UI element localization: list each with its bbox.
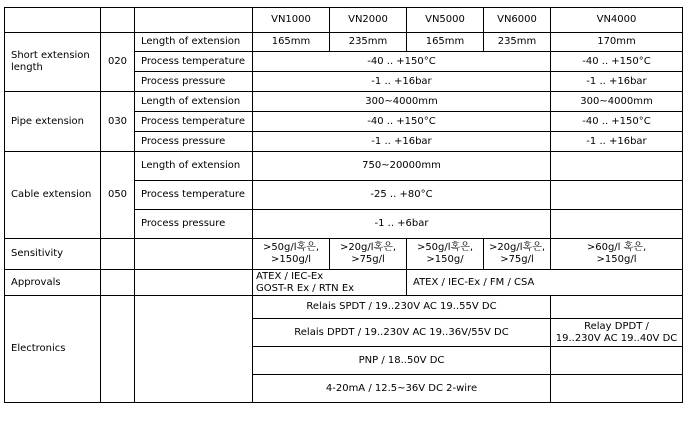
short-length-vn6000: 235mm bbox=[484, 33, 551, 52]
current-loop-vn4000-empty bbox=[551, 375, 683, 403]
electronics-code-empty bbox=[101, 296, 135, 403]
cable-length-vn4000-empty bbox=[551, 152, 683, 181]
approvals-vn1000-vn2000 bbox=[253, 270, 407, 296]
relais-dpdt-value: Relais DPDT / 19..230V AC 19..36V/55V DC bbox=[253, 319, 551, 347]
sensitivity-code-empty bbox=[101, 239, 135, 270]
sensitivity-vn1000 bbox=[253, 239, 330, 270]
cable-pressure-value: -1 .. +6bar bbox=[253, 210, 551, 239]
sensitivity-label: Sensitivity bbox=[5, 239, 101, 270]
pipe-extension-code: 030 bbox=[101, 92, 135, 152]
sensitivity-vn5000-line2: >150g/ bbox=[426, 254, 464, 265]
model-header-vn4000: VN4000 bbox=[551, 8, 683, 33]
short-length-row bbox=[5, 33, 683, 52]
approvals-param-empty bbox=[135, 270, 253, 296]
header-blank-cell bbox=[101, 8, 135, 33]
pnp-vn4000-empty bbox=[551, 347, 683, 375]
relay-dpdt-vn4000-line2: 19..230V AC 19..40V DC bbox=[555, 332, 678, 344]
pipe-length-vn4000: 300~4000mm bbox=[551, 92, 683, 112]
sensitivity-vn1000-line2: >150g/l bbox=[271, 254, 311, 265]
pipe-temp-value: -40 .. +150°C bbox=[253, 112, 551, 132]
electronics-spdt-row bbox=[5, 296, 683, 319]
cable-pressure-vn4000-empty bbox=[551, 210, 683, 239]
electronics-label: Electronics bbox=[5, 296, 101, 403]
header-blank-cell bbox=[135, 8, 253, 33]
sensitivity-vn6000-line2: >75g/l bbox=[500, 254, 534, 265]
temp-label: Process temperature bbox=[135, 52, 253, 72]
current-loop-value: 4-20mA / 12.5~36V DC 2-wire bbox=[253, 375, 551, 403]
cable-length-value: 750~20000mm bbox=[253, 152, 551, 181]
relay-dpdt-vn4000-line1: Relay DPDT / bbox=[584, 320, 649, 332]
short-pressure-vn4000: -1 .. +16bar bbox=[551, 72, 683, 92]
relais-spdt-value: Relais SPDT / 19..230V AC 19..55V DC bbox=[253, 296, 551, 319]
length-label: Length of extension bbox=[135, 33, 253, 52]
pipe-extension-label: Pipe extension bbox=[5, 92, 101, 152]
pipe-length-value: 300~4000mm bbox=[253, 92, 551, 112]
sensitivity-vn5000 bbox=[407, 239, 484, 270]
pnp-value: PNP / 18..50V DC bbox=[253, 347, 551, 375]
temp-label: Process temperature bbox=[135, 181, 253, 210]
cable-temp-value: -25 .. +80°C bbox=[253, 181, 551, 210]
pipe-temp-vn4000: -40 .. +150°C bbox=[551, 112, 683, 132]
sensitivity-vn6000-line1: >20g/l혹은, bbox=[488, 242, 546, 253]
electronics-param-empty bbox=[135, 296, 253, 403]
length-label: Length of extension bbox=[135, 152, 253, 181]
specification-table bbox=[4, 7, 683, 403]
cable-extension-code: 050 bbox=[101, 152, 135, 239]
sensitivity-row bbox=[5, 239, 683, 270]
pressure-label: Process pressure bbox=[135, 210, 253, 239]
approvals-code-empty bbox=[101, 270, 135, 296]
pressure-label: Process pressure bbox=[135, 132, 253, 152]
approvals-left-line2: GOST-R Ex / RTN Ex bbox=[256, 282, 355, 294]
approvals-left-line1: ATEX / IEC-Ex bbox=[256, 270, 324, 282]
sensitivity-vn2000 bbox=[330, 239, 407, 270]
short-pressure-value: -1 .. +16bar bbox=[253, 72, 551, 92]
pipe-length-row bbox=[5, 92, 683, 112]
sensitivity-vn6000 bbox=[484, 239, 551, 270]
sensitivity-vn4000 bbox=[551, 239, 683, 270]
short-length-vn4000: 170mm bbox=[551, 33, 683, 52]
short-length-vn1000: 165mm bbox=[253, 33, 330, 52]
relais-spdt-vn4000-empty bbox=[551, 296, 683, 319]
short-extension-label: Short extension length bbox=[5, 33, 101, 92]
approvals-vn5000-vn4000: ATEX / IEC-Ex / FM / CSA bbox=[407, 270, 683, 296]
approvals-label: Approvals bbox=[5, 270, 101, 296]
sensitivity-param-empty bbox=[135, 239, 253, 270]
model-header-vn6000: VN6000 bbox=[484, 8, 551, 33]
short-length-vn5000: 165mm bbox=[407, 33, 484, 52]
model-header-vn1000: VN1000 bbox=[253, 8, 330, 33]
sensitivity-vn5000-line1: >50g/l혹은, bbox=[416, 242, 474, 253]
pipe-pressure-vn4000: -1 .. +16bar bbox=[551, 132, 683, 152]
short-temp-vn4000: -40 .. +150°C bbox=[551, 52, 683, 72]
cable-extension-label: Cable extension bbox=[5, 152, 101, 239]
header-row bbox=[5, 8, 683, 33]
header-blank-cell bbox=[5, 8, 101, 33]
sensitivity-vn1000-line1: >50g/l혹은, bbox=[262, 242, 320, 253]
temp-label: Process temperature bbox=[135, 112, 253, 132]
cable-temp-vn4000-empty bbox=[551, 181, 683, 210]
sensitivity-vn2000-line1: >20g/l혹은, bbox=[339, 242, 397, 253]
sensitivity-vn2000-line2: >75g/l bbox=[351, 254, 385, 265]
sensitivity-vn4000-line1: >60g/l 혹은, bbox=[586, 242, 647, 253]
approvals-row bbox=[5, 270, 683, 296]
pipe-pressure-value: -1 .. +16bar bbox=[253, 132, 551, 152]
short-length-vn2000: 235mm bbox=[330, 33, 407, 52]
length-label: Length of extension bbox=[135, 92, 253, 112]
cable-length-row bbox=[5, 152, 683, 181]
sensitivity-vn4000-line2: >150g/l bbox=[596, 254, 637, 265]
model-header-vn2000: VN2000 bbox=[330, 8, 407, 33]
relay-dpdt-vn4000 bbox=[551, 319, 683, 347]
model-header-vn5000: VN5000 bbox=[407, 8, 484, 33]
short-temp-value: -40 .. +150°C bbox=[253, 52, 551, 72]
short-extension-code: 020 bbox=[101, 33, 135, 92]
pressure-label: Process pressure bbox=[135, 72, 253, 92]
